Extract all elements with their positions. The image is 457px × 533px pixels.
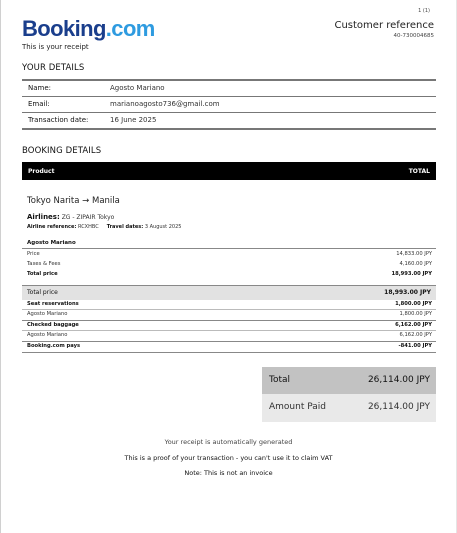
airlines-label: Airlines: bbox=[27, 213, 60, 221]
total-band-value: 18,993.00 JPY bbox=[384, 289, 431, 296]
details-value: Agosto Mariano bbox=[110, 84, 165, 92]
footer-not-invoice: Note: This is not an invoice bbox=[184, 469, 273, 477]
total-price-band bbox=[22, 285, 436, 300]
receipt-subtitle: This is your receipt bbox=[22, 43, 89, 51]
airlines-value: ZG - ZIPAIR Tokyo bbox=[61, 214, 115, 221]
details-row-name bbox=[22, 79, 436, 96]
amount-paid-row bbox=[262, 394, 436, 422]
divider bbox=[22, 248, 436, 249]
booking-details-title: BOOKING DETAILS bbox=[22, 146, 102, 156]
total-price-line: Total price 18,993.00 JPY bbox=[27, 271, 432, 277]
airline-ref-value: RCXHBC bbox=[77, 224, 99, 230]
footer-proof-note: This is a proof of your transaction - you can't use it to claim VAT bbox=[124, 454, 333, 462]
details-value: marianoagosto736@gmail.com bbox=[110, 100, 220, 108]
your-details-title: YOUR DETAILS bbox=[22, 63, 85, 73]
amount-paid-label: Amount Paid bbox=[269, 402, 326, 412]
details-label: Name: bbox=[28, 84, 52, 92]
details-value: 16 June 2025 bbox=[110, 116, 157, 124]
airlines-line bbox=[27, 213, 114, 221]
booking-logo: Booking.com bbox=[22, 16, 155, 41]
customer-reference-label: Customer reference bbox=[334, 20, 434, 31]
airline-reference-line bbox=[27, 224, 181, 230]
your-details-table bbox=[22, 79, 436, 130]
divider bbox=[22, 341, 436, 342]
details-row-transaction-date bbox=[22, 112, 436, 130]
flight-route: Tokyo Narita → Manila bbox=[27, 196, 120, 206]
amount-paid-value: 26,114.00 JPY bbox=[367, 402, 430, 412]
total-header-label: TOTAL bbox=[408, 168, 430, 175]
divider bbox=[22, 330, 436, 331]
total-label: Total bbox=[269, 375, 291, 385]
page-number: 1 (1) bbox=[418, 8, 430, 14]
details-label: Transaction date: bbox=[28, 116, 89, 124]
divider bbox=[22, 309, 436, 310]
details-label: Email: bbox=[28, 100, 50, 108]
product-header-label: Product bbox=[28, 168, 55, 175]
taxes-line: Taxes & Fees 4,160.00 JPY bbox=[27, 261, 432, 267]
seat-passenger-line: Agosto Mariano 1,800.00 JPY bbox=[27, 311, 432, 317]
checked-baggage-line: Checked baggage 6,162.00 JPY bbox=[27, 322, 432, 328]
total-band-label: Total price bbox=[27, 289, 58, 296]
travel-dates-label: Travel dates: bbox=[106, 224, 144, 230]
payment-summary bbox=[262, 367, 436, 422]
product-header-bar bbox=[22, 162, 436, 180]
total-row bbox=[262, 367, 436, 394]
details-row-email bbox=[22, 96, 436, 112]
booking-pays-line: Booking.com pays -841.00 JPY bbox=[27, 343, 432, 349]
passenger-name: Agosto Mariano bbox=[27, 240, 76, 246]
footer-auto-generated: Your receipt is automatically generated bbox=[164, 438, 293, 446]
customer-reference-value: 40-730004685 bbox=[393, 33, 434, 39]
total-value: 26,114.00 JPY bbox=[367, 375, 430, 385]
airline-ref-label: Airline reference: bbox=[27, 224, 77, 230]
divider bbox=[22, 320, 436, 321]
divider bbox=[22, 352, 436, 353]
baggage-passenger-line: Agosto Mariano 6,162.00 JPY bbox=[27, 332, 432, 338]
seat-reservations-line: Seat reservations 1,800.00 JPY bbox=[27, 301, 432, 307]
price-line: Price 14,833.00 JPY bbox=[27, 251, 432, 257]
travel-dates-value: 3 August 2025 bbox=[144, 224, 182, 230]
